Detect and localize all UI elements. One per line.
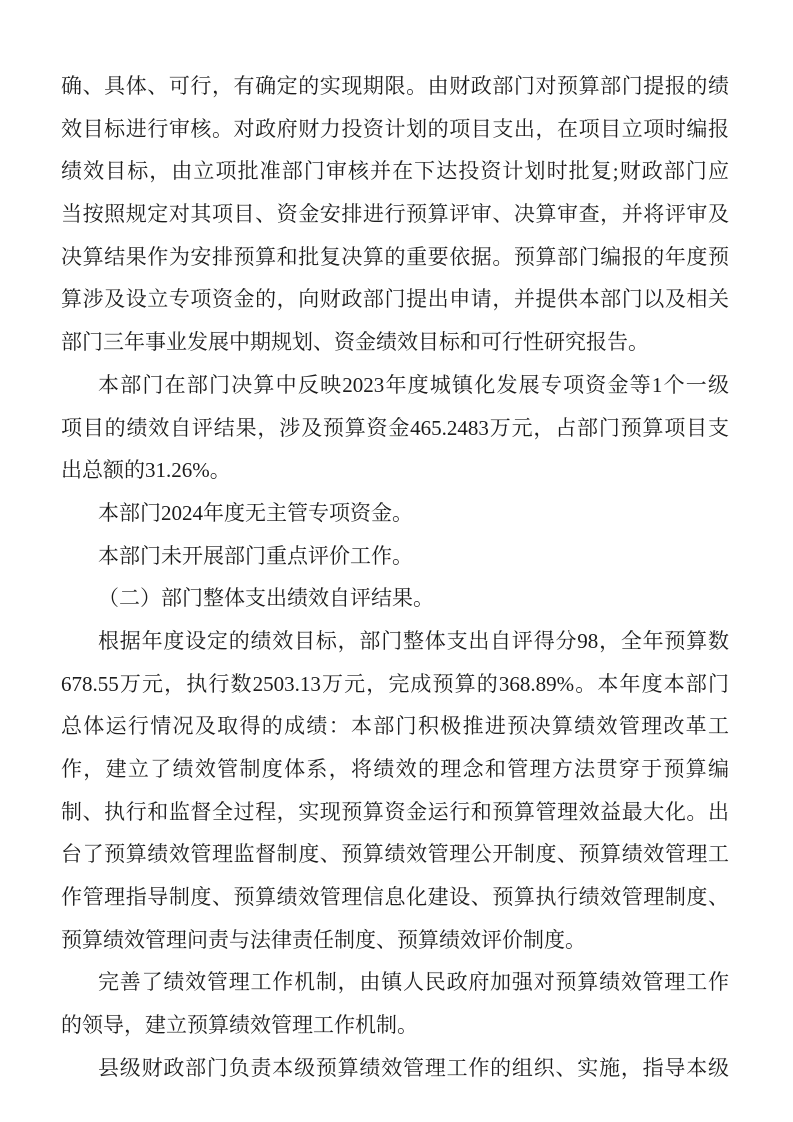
text-line: 制、执行和监督全过程，实现预算资金运行和预算管理效益最大化。出 <box>61 799 729 824</box>
text-line: 作，建立了绩效管制度体系，将绩效的理念和管理方法贯穿于预算编 <box>61 757 729 781</box>
text-line: （二）部门整体支出绩效自评结果。 <box>98 586 434 611</box>
text-line: 的领导，建立预算绩效管理工作机制。 <box>61 1013 418 1038</box>
document-body-text <box>61 65 729 1090</box>
text-line: 县级财政部门负责本级预算绩效管理工作的组织、实施，指导本级 <box>98 1055 729 1080</box>
text-line: 出总额的31.26%。 <box>61 458 231 483</box>
text-line: 根据年度设定的绩效目标，部门整体支出自评得分98，全年预算数 <box>98 628 729 653</box>
text-line: 部门三年事业发展中期规划、资金绩效目标和可行性研究报告。 <box>61 330 649 355</box>
text-line: 完善了绩效管理工作机制，由镇人民政府加强对预算绩效管理工作 <box>98 970 729 995</box>
text-line: 本部门未开展部门重点评价工作。 <box>98 543 413 568</box>
text-line: 本部门2024年度无主管专项资金。 <box>98 500 413 525</box>
text-line: 本部门在部门决算中反映2023年度城镇化发展专项资金等1个一级 <box>98 372 729 397</box>
text-line: 当按照规定对其项目、资金安排进行预算评审、决算审查，并将评审及 <box>61 202 729 227</box>
text-line: 678.55万元，执行数2503.13万元，完成预算的368.89%。本年度本部门 <box>61 671 729 696</box>
text-line: 台了预算绩效管理监督制度、预算绩效管理公开制度、预算绩效管理工 <box>61 842 729 867</box>
text-line: 作管理指导制度、预算绩效管理信息化建设、预算执行绩效管理制度、 <box>61 885 729 910</box>
text-line: 效目标进行审核。对政府财力投资计划的项目支出，在项目立项时编报 <box>61 116 729 141</box>
text-line: 绩效目标，由立项批准部门审核并在下达投资计划时批复;财政部门应 <box>61 159 729 184</box>
text-line: 项目的绩效自评结果，涉及预算资金465.2483万元，占部门预算项目支 <box>61 415 729 440</box>
text-line: 算涉及设立专项资金的，向财政部门提出申请，并提供本部门以及相关 <box>61 287 729 312</box>
text-line: 决算结果作为安排预算和批复决算的重要依据。预算部门编报的年度预 <box>61 244 729 269</box>
text-line: 总体运行情况及取得的成绩：本部门积极推进预决算绩效管理改革工 <box>61 714 729 739</box>
text-line: 确、具体、可行，有确定的实现期限。由财政部门对预算部门提报的绩 <box>61 74 729 98</box>
text-line: 预算绩效管理问责与法律责任制度、预算绩效评价制度。 <box>61 927 586 952</box>
